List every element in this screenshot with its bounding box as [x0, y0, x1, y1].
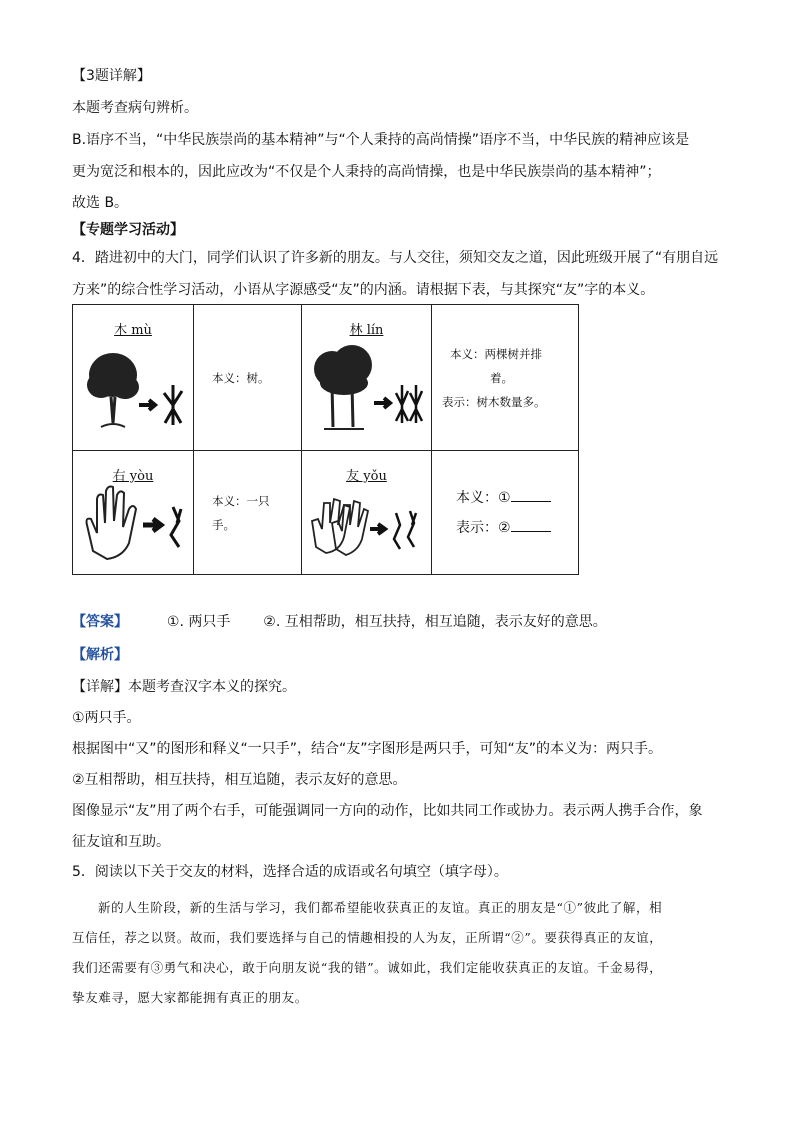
you-right-meaning-cell [194, 451, 302, 575]
q3-line-2: B.语序不当，“中华民族崇尚的基本精神”与“个人秉持的高尚情操”语序不当，中华民族的精神应该是 [72, 132, 690, 148]
answer-2: ②. 互相帮助，相互扶持，相互追随，表示友好的意思。 [263, 614, 607, 630]
lin-meaning-1: 本义：两棵树并排 [450, 346, 542, 361]
q5-passage-line-4: 挚友难寻，愿大家都能拥有真正的朋友。 [72, 990, 308, 1005]
you-friend-meaning-1: 本义：① [432, 483, 578, 513]
analysis-a2: ②互相帮助，相互扶持，相互追随，表示友好的意思。 [72, 772, 407, 788]
you-friend-meaning-2: 表示：② [432, 513, 578, 543]
q4-line-2: 方来”的综合性学习活动，小语从字源感受“友”的内涵。请根据下表，与其探究“友”字的本义。 [72, 282, 655, 298]
q5-line-1: 5．阅读以下关于交友的材料，选择合适的成语或名句填空（填字母）。 [72, 864, 508, 880]
analysis-a2-explain-1: 图像显示“友”用了两个右手，可能强调同一方向的动作，比如共同工作或协力。表示两人携手合作，象 [72, 803, 703, 819]
lin-meaning-3: 表示：树木数量多。 [442, 394, 546, 409]
two-trees-illustration [302, 305, 431, 450]
lin-cell [302, 305, 432, 451]
blank-1 [511, 487, 551, 502]
you-friend-cell [302, 451, 432, 575]
q3-line-1: 本题考查病句辨析。 [72, 100, 198, 116]
two-hands-illustration [302, 451, 431, 574]
blank-2 [511, 517, 551, 532]
analysis-tag: 【解析】 [72, 647, 128, 663]
answer-1: ①. 两只手 [166, 614, 231, 630]
you-right-cell [73, 451, 194, 575]
q5-passage-line-1: 新的人生阶段，新的生活与学习，我们都希望能收获真正的友谊。真正的朋友是“①”彼此了解，相 [98, 900, 663, 915]
answer-tag: 【答案】 [72, 614, 128, 630]
detail-line: 【详解】本题考查汉字本义的探究。 [72, 679, 296, 695]
analysis-a2-explain-2: 征友谊和互助。 [72, 834, 170, 850]
mu-cell [73, 305, 194, 451]
section-title: 【专题学习活动】 [72, 222, 184, 238]
character-origin-table [72, 304, 579, 575]
mu-meaning-cell [194, 305, 302, 451]
analysis-a1: ①两只手。 [72, 710, 141, 726]
q3-line-4: 故选 B。 [72, 195, 129, 211]
mu-label: 木 mù [114, 323, 152, 338]
analysis-a1-explain: 根据图中“又”的图形和释义“一只手”，结合“友”字图形是两只手，可知“友”的本义为：两只手。 [72, 741, 663, 757]
you-right-meaning-2: 手。 [212, 517, 235, 532]
you-right-label: 右 yòu [112, 469, 154, 484]
q5-passage-line-2: 互信任，荐之以贤。故而，我们要选择与自己的情趣相投的人为友，正所谓“②”。要获得真正的友谊， [72, 930, 663, 945]
mu-meaning: 本义：树。 [212, 370, 270, 385]
you-right-meaning-1: 本义：一只 [212, 493, 270, 508]
q5-passage-line-3: 我们还需要有③勇气和决心，敢于向朋友说“我的错”。诚如此，我们定能收获真正的友谊。千金易得， [72, 960, 663, 975]
you-friend-meaning-cell [432, 451, 579, 575]
q3-heading: 【3题详解】 [72, 68, 151, 84]
lin-label: 林 lín [349, 323, 384, 338]
q4-line-1: 4．踏进初中的大门，同学们认识了许多新的朋友。与人交往，须知交友之道，因此班级开展了“有朋自远 [72, 250, 719, 266]
you-friend-label: 友 yǒu [346, 469, 387, 484]
lin-meaning-cell [432, 305, 579, 451]
tree-illustration [73, 305, 193, 450]
q3-line-3: 更为宽泛和根本的，因此应改为“不仅是个人秉持的高尚情操，也是中华民族崇尚的基本精神”； [72, 164, 661, 180]
q4-answer [72, 612, 607, 632]
hand-illustration [73, 451, 193, 574]
lin-meaning-2: 着。 [490, 370, 513, 385]
